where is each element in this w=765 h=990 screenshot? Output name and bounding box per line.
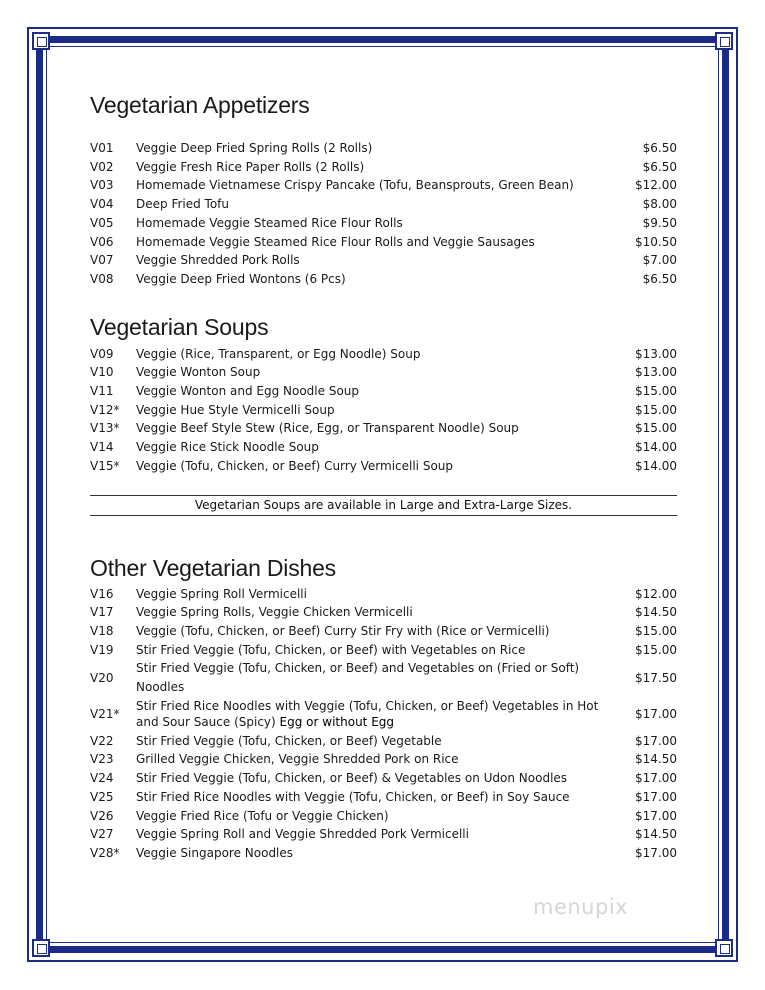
- item-price: $14.00: [635, 458, 677, 473]
- item-code: V18: [90, 623, 114, 638]
- item-code: V26: [90, 808, 114, 823]
- item-price: $15.00: [635, 642, 677, 657]
- item-price: $9.50: [642, 215, 677, 230]
- soup-size-note: Vegetarian Soups are available in Large and Extra-Large Sizes.: [90, 495, 677, 516]
- menu-item: [90, 251, 677, 270]
- item-name: Stir Fried Veggie (Tofu, Chicken, or Beef) with Vegetables on Rice: [136, 642, 526, 657]
- item-price: $17.00: [635, 771, 677, 786]
- item-name: Veggie Rice Stick Noodle Soup: [136, 440, 319, 455]
- corner-ornament-top-right: [715, 32, 733, 50]
- item-price: $17.00: [635, 808, 677, 823]
- item-price: $6.50: [642, 271, 677, 286]
- menu-item: [90, 195, 677, 214]
- item-code: V14: [90, 440, 114, 455]
- item-price: $10.50: [635, 234, 677, 249]
- item-name: Stir Fried Veggie (Tofu, Chicken, or Beef) & Vegetables on Udon Noodles: [136, 771, 568, 786]
- item-code: V02: [90, 159, 114, 174]
- menu-item: [90, 139, 677, 158]
- item-code: V28*: [90, 845, 120, 860]
- item-name: Homemade Veggie Steamed Rice Flour Rolls: [136, 215, 403, 230]
- item-price: $17.00: [635, 707, 677, 722]
- item-price: $12.00: [635, 586, 677, 601]
- item-code: V23: [90, 752, 114, 767]
- item-code: V21*: [90, 707, 120, 722]
- item-price: $15.00: [635, 623, 677, 638]
- item-code: V05: [90, 215, 114, 230]
- item-code: V19: [90, 642, 114, 657]
- item-price: $14.00: [635, 440, 677, 455]
- item-name: Veggie (Rice, Transparent, or Egg Noodle) Soup: [136, 346, 421, 361]
- menu-item: [90, 401, 677, 420]
- menu-item: [90, 176, 677, 195]
- item-name: Grilled Veggie Chicken, Veggie Shredded Pork on Rice: [136, 752, 459, 767]
- item-price: $17.00: [635, 789, 677, 804]
- item-price: $7.00: [642, 253, 677, 268]
- item-code: V03: [90, 178, 114, 193]
- item-name: Veggie Spring Roll Vermicelli: [136, 586, 307, 601]
- corner-ornament-bottom-right: [715, 939, 733, 957]
- item-code: V08: [90, 271, 114, 286]
- item-name: Veggie Wonton Soup: [136, 365, 261, 380]
- section-title-appetizers: Vegetarian Appetizers: [90, 92, 310, 118]
- item-name: Veggie (Tofu, Chicken, or Beef) Curry Vermicelli Soup: [136, 458, 454, 473]
- item-price: $13.00: [635, 365, 677, 380]
- menu-item: [90, 807, 677, 826]
- item-code: V12*: [90, 402, 120, 417]
- menu-item: [90, 457, 677, 476]
- menu-item: [90, 732, 677, 751]
- other-dishes-list: [90, 585, 677, 863]
- item-name: Veggie Beef Style Stew (Rice, Egg, or Transparent Noodle) Soup: [136, 421, 519, 436]
- item-price: $17.50: [635, 670, 677, 685]
- item-code: V22: [90, 733, 114, 748]
- item-code: V10: [90, 365, 114, 380]
- item-name: Veggie Fried Rice (Tofu or Veggie Chicken): [136, 808, 389, 823]
- item-name: Homemade Vietnamese Crispy Pancake (Tofu, Beansprouts, Green Bean): [136, 178, 574, 193]
- menu-item: [90, 659, 677, 696]
- item-name: Veggie Spring Roll and Veggie Shredded Pork Vermicelli: [136, 827, 469, 842]
- item-price: $15.00: [635, 402, 677, 417]
- menu-item: [90, 233, 677, 252]
- item-code: V09: [90, 346, 114, 361]
- menu-item: [90, 419, 677, 438]
- item-code: V27: [90, 827, 114, 842]
- item-name: Veggie Singapore Noodles: [136, 845, 294, 860]
- item-price: $14.50: [635, 827, 677, 842]
- item-price: $14.50: [635, 605, 677, 620]
- menu-item: [90, 641, 677, 660]
- menu-item: [90, 438, 677, 457]
- menu-item: [90, 622, 677, 641]
- menu-item: [90, 603, 677, 622]
- menu-item: [90, 750, 677, 769]
- item-price: $14.50: [635, 752, 677, 767]
- menu-item: [90, 825, 677, 844]
- corner-ornament-top-left: [32, 32, 50, 50]
- item-name: Veggie Hue Style Vermicelli Soup: [136, 402, 335, 417]
- item-code: V17: [90, 605, 114, 620]
- item-price: $17.00: [635, 733, 677, 748]
- item-price: $12.00: [635, 178, 677, 193]
- item-code: V15*: [90, 458, 120, 473]
- menu-item: [90, 214, 677, 233]
- item-code: V24: [90, 771, 114, 786]
- item-code: V25: [90, 789, 114, 804]
- item-name-main: Stir Fried Rice Noodles with Veggie (Tofu, Chicken, or Beef) Vegetables in Hot and Sour Sauce (Spicy): [136, 698, 599, 730]
- item-name: [136, 698, 617, 731]
- section-title-other-dishes: Other Vegetarian Dishes: [90, 554, 336, 581]
- item-name: Veggie Fresh Rice Paper Rolls (2 Rolls): [136, 159, 365, 174]
- item-price: $15.00: [635, 421, 677, 436]
- item-price: $13.00: [635, 346, 677, 361]
- item-name: Veggie Shredded Pork Rolls: [136, 253, 300, 268]
- item-price: $8.00: [642, 197, 677, 212]
- menu-item: [90, 788, 677, 807]
- item-name: Stir Fried Veggie (Tofu, Chicken, or Beef) Vegetable: [136, 733, 442, 748]
- item-name: Veggie (Tofu, Chicken, or Beef) Curry Stir Fry with (Rice or Vermicelli): [136, 623, 550, 638]
- menupix-watermark: menupix: [533, 895, 629, 919]
- item-name: Deep Fried Tofu: [136, 197, 230, 212]
- menu-item: [90, 158, 677, 177]
- appetizers-list: [90, 139, 677, 289]
- item-code: V01: [90, 141, 114, 155]
- item-code: V07: [90, 253, 114, 268]
- item-name: Homemade Veggie Steamed Rice Flour Rolls and Veggie Sausages: [136, 234, 535, 249]
- item-price: $6.50: [642, 159, 677, 174]
- item-code: V06: [90, 234, 114, 249]
- menu-item: [90, 697, 677, 732]
- menu-item: [90, 844, 677, 863]
- item-code: V16: [90, 586, 114, 601]
- soups-list: [90, 345, 677, 476]
- item-code: V11: [90, 384, 114, 399]
- menu-item: [90, 769, 677, 788]
- item-code: V13*: [90, 421, 120, 436]
- item-name-suffix: Egg or without Egg: [279, 715, 395, 730]
- corner-ornament-bottom-left: [32, 939, 50, 957]
- item-name: Veggie Spring Rolls, Veggie Chicken Vermicelli: [136, 605, 413, 620]
- item-name: Veggie Wonton and Egg Noodle Soup: [136, 384, 360, 399]
- menu-item: [90, 345, 677, 364]
- item-price: $15.00: [635, 384, 677, 399]
- menu-item: [90, 363, 677, 382]
- menu-item: [90, 585, 677, 604]
- menu-item: [90, 382, 677, 401]
- item-name: Stir Fried Rice Noodles with Veggie (Tofu, Chicken, or Beef) in Soy Sauce: [136, 789, 570, 804]
- item-code: V04: [90, 197, 114, 212]
- menu-item: [90, 270, 677, 289]
- item-name: Stir Fried Veggie (Tofu, Chicken, or Beef) and Vegetables on (Fried or Soft) Noodles: [136, 661, 580, 695]
- item-price: $6.50: [642, 141, 677, 155]
- item-name: Veggie Deep Fried Wontons (6 Pcs): [136, 271, 346, 286]
- item-code: V20: [90, 670, 114, 685]
- item-name: Veggie Deep Fried Spring Rolls (2 Rolls): [136, 141, 373, 155]
- item-price: $17.00: [635, 845, 677, 860]
- menu-content: [90, 90, 677, 863]
- section-title-soups: Vegetarian Soups: [90, 313, 269, 340]
